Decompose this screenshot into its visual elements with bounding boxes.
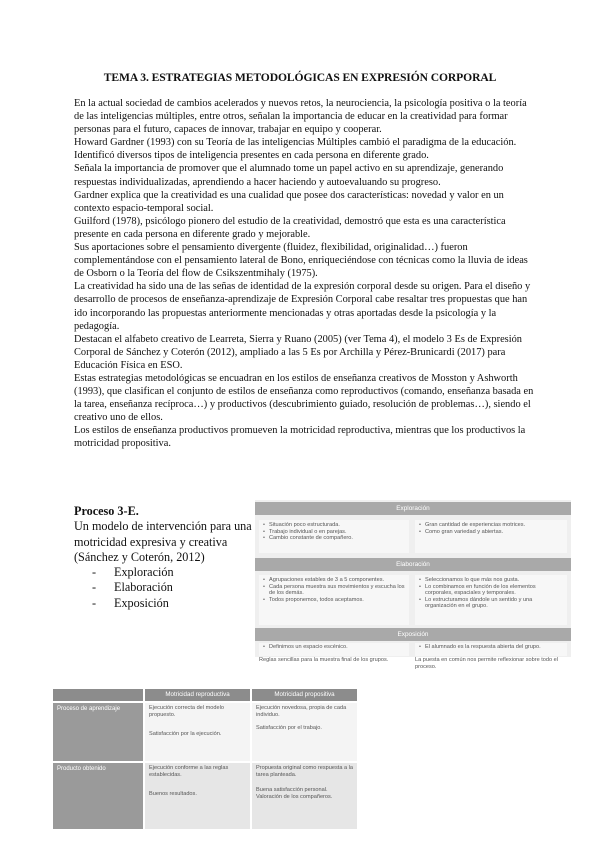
bullet: • Definimos un espacio escénico. xyxy=(263,644,405,651)
cell-exposicion-right xyxy=(415,643,567,656)
band-exposicion: Exposición xyxy=(255,628,571,641)
bullet: • Cambio constante de compañero. xyxy=(263,535,405,542)
bullet: • Situación poco estructurada. xyxy=(263,522,405,529)
cell-exploracion-left xyxy=(259,520,409,553)
cell-exposicion-left xyxy=(259,643,409,656)
bullet: • Trabajo individual o en parejas. xyxy=(263,529,405,536)
cell-text: Satisfacción por el trabajo. xyxy=(256,725,322,731)
table-cell xyxy=(145,763,250,829)
process-description: Un modelo de intervención para una motricidad expresiva y creativa (Sánchez y Coterón, 2012) xyxy=(74,519,252,564)
process-list xyxy=(74,565,274,611)
bullet: • Seleccionamos lo que más nos gusta. xyxy=(419,577,563,584)
bullet: • Lo estructuramos dándole un sentido y una organización en el grupo. xyxy=(419,597,563,610)
process-block xyxy=(74,504,274,611)
exposicion-right-extra xyxy=(415,657,567,670)
exposicion-left-extra xyxy=(259,657,409,664)
bullet: • Como gran variedad y abiertas. xyxy=(419,529,563,536)
process-heading: Proceso 3-E. xyxy=(74,504,139,518)
table-header-propositiva: Motricidad propositiva xyxy=(252,689,357,701)
paragraph: Howard Gardner (1993) con su Teoría de las inteligencias Múltiples cambió el paradigma de la educación. Identificó diversos tipos de inteligencia presentes en cada persona en diferente grado. xyxy=(74,137,517,162)
table-row-label: Producto obtenido xyxy=(53,763,143,829)
cell-exploracion-right xyxy=(415,520,567,553)
cell-text: Buenos resultados. xyxy=(149,791,197,797)
table-cell xyxy=(252,763,357,829)
process-item-exploracion: - Exploración xyxy=(92,565,274,580)
bullet: • Gran cantidad de experiencias motrices. xyxy=(419,522,563,529)
bullet: • Lo combinamos en función de los elementos corporales, espaciales y temporales. xyxy=(419,584,563,597)
paragraph: Estas estrategias metodológicas se encuadran en los estilos de enseñanza creativos de Mosston y Ashworth (1993), que clasifican el conjunto de estilos de enseñanza como reproductivos (comando, enseñanza basada en la tarea, enseñanza recíproca…) y productivos (descubrimiento guiado, resolución de problemas…), siendo el creativo uno de ellos. xyxy=(74,372,534,424)
paragraph: En la actual sociedad de cambios acelerados y nuevos retos, la neurociencia, la psicología positiva o la teoría de las inteligencias múltiples, entre otros, señalan la importancia de educar en la creatividad para formar personas para el futuro, capaces de innovar, trabajar en equipo y cooperar. xyxy=(74,98,527,136)
cell-text: Ejecución correcta del modelo propuesto. xyxy=(149,705,224,718)
process-diagram xyxy=(255,500,571,657)
cell-text: Ejecución novedosa, propia de cada individuo. xyxy=(256,705,347,718)
process-item-elaboracion: - Elaboración xyxy=(92,580,274,595)
paragraph: Señala la importancia de promover que el alumnado tome un papel activo en su aprendizaje, generando respuestas individualizadas, aprendiendo a hacer haciendo y autoevaluando su progreso. xyxy=(74,163,504,188)
table-header-empty xyxy=(53,689,143,701)
table-row-label: Proceso de aprendizaje xyxy=(53,703,143,761)
paragraph: Guilford (1978), psicólogo pionero del estudio de la creatividad, demostró que esta es una característica presente en cada persona en diferente grado y mejorable. xyxy=(74,215,506,240)
bullet: La puesta en común nos permite reflexionar sobre todo el proceso. xyxy=(415,657,559,670)
paragraph: Sus aportaciones sobre el pensamiento divergente (fluidez, flexibilidad, originalidad…) fueron complementándose con el pensamiento lateral de Bono, enriqueciéndose con técnicas como la lluvia de ideas de Osborn o la Teoría del flow de Csikszentmihaly (1975). xyxy=(74,242,528,280)
cell-text: Propuesta original como respuesta a la tarea planteada. xyxy=(256,765,354,778)
table-cell xyxy=(252,703,357,761)
paragraph: Los estilos de enseñanza productivos promueven la motricidad reproductiva, mientras que los productivos la motricidad propositiva. xyxy=(74,425,526,450)
cell-elaboracion-left xyxy=(259,575,409,625)
process-item-exposicion: - Exposición xyxy=(92,596,274,611)
comparison-table xyxy=(53,689,357,829)
paragraph: La creatividad ha sido una de las señas de identidad de la expresión corporal desde su origen. Para el diseño y desarrollo de procesos de enseñanza-aprendizaje de Expresión Corporal cabe resaltar tres propuestas que han ido incorporando las propuestas anteriormente mencionadas y otras aportadas desde la psicología y la pedagogía. xyxy=(74,281,531,332)
bullet: Reglas sencillas para la muestra final de los grupos. xyxy=(259,657,389,663)
band-elaboracion: Elaboración xyxy=(255,558,571,571)
paragraph: Gardner explica que la creatividad es una cualidad que posee dos características: novedad y valor en un contexto espacio-temporal social. xyxy=(74,189,504,214)
page-title: TEMA 3. ESTRATEGIAS METODOLÓGICAS EN EXPRESIÓN CORPORAL xyxy=(103,71,497,84)
cell-text: Satisfacción por la ejecución. xyxy=(149,731,222,737)
table-header-reproductiva: Motricidad reproductiva xyxy=(145,689,250,701)
band-exploracion: Exploración xyxy=(255,502,571,515)
cell-text: Ejecución conforme a las reglas establecidas. xyxy=(149,765,229,778)
bullet: • Agrupaciones estables de 3 a 5 componentes. xyxy=(263,577,405,584)
bullet: • El alumnado es la respuesta abierta del grupo. xyxy=(419,644,563,651)
paragraph: Destacan el alfabeto creativo de Learreta, Sierra y Ruano (2005) (ver Tema 4), el modelo 3 Es de Expresión Corporal de Sánchez y Coterón (2012), ampliado a las 5 Es por Archilla y Pérez-Brunicardi (2017) para Educación Física en ESO. xyxy=(74,333,523,371)
cell-text: Buena satisfacción personal. Valoración de los compañeros. xyxy=(256,787,333,800)
body-text xyxy=(74,97,534,451)
cell-elaboracion-right xyxy=(415,575,567,625)
bullet: • Todos proponemos, todos aceptamos. xyxy=(263,597,405,604)
table-cell xyxy=(145,703,250,761)
bullet: • Cada persona muestra sus movimientos y escucha los de los demás. xyxy=(263,584,405,597)
